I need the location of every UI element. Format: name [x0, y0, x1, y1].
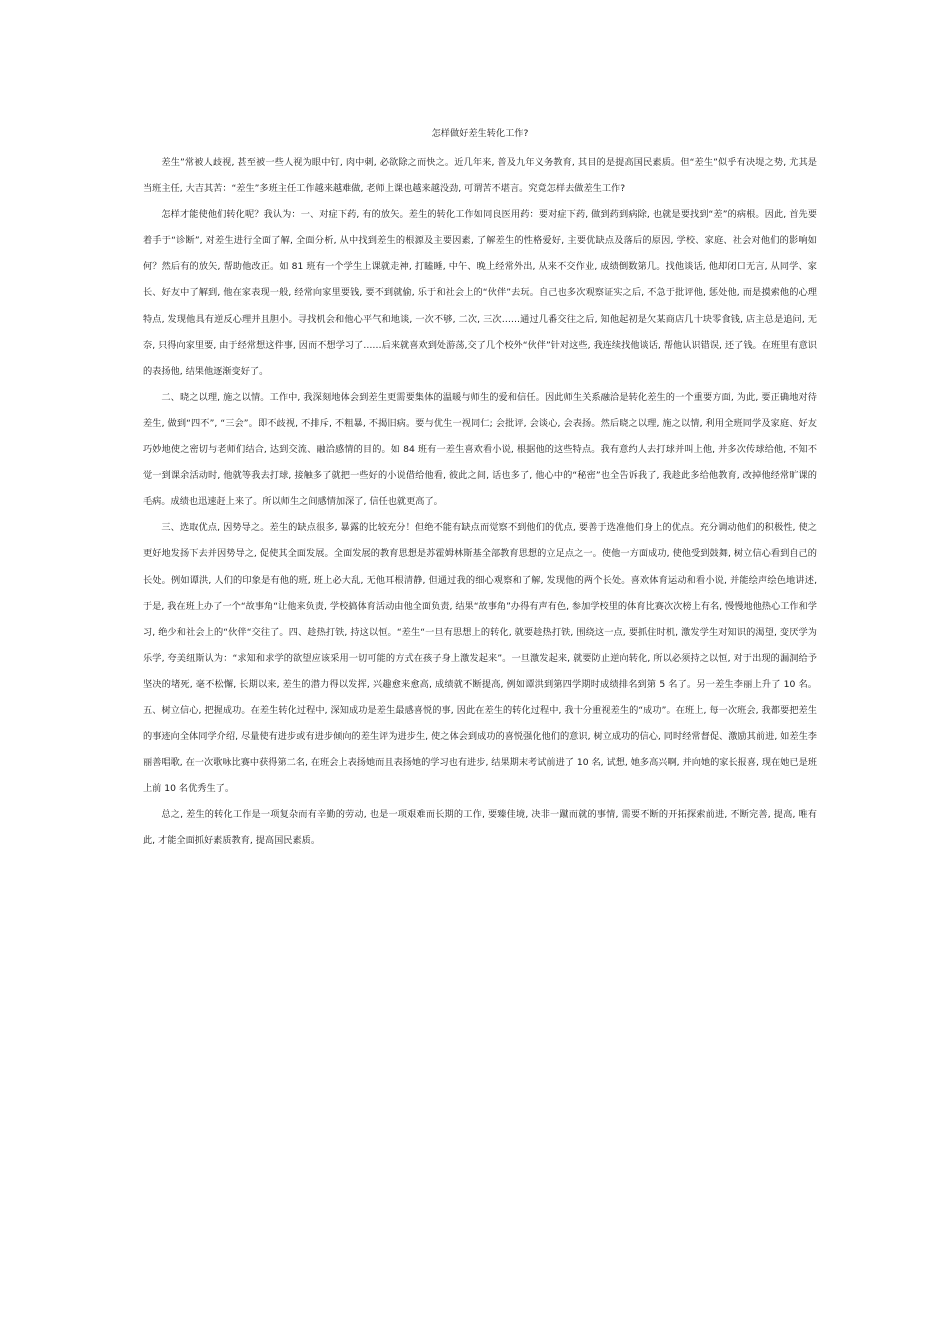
paragraph-method-two: 二、晓之以理, 施之以情。工作中, 我深刻地体会到差生更需要集体的温暖与师生的爱和信任。因此师生关系融洽是转化差生的一个重要方面, 为此, 要正确地对待差生, 做到“四不”, “三会”。即不歧视, 不排斥, 不粗暴, 不揭旧病。要与优生一视同仁; 会批评, 会谈心, 会表扬。然后晓之以理, 施之以情, 利用全班同学及家庭、好友巧妙地使之密切与老师们结合, 达到交流、融洽感情的目的。如 84 班有一差生喜欢看小说, 根据他的这些特点。我有意约人去打球并叫上他, 并多次传球给他, 不知不觉一到课余活动时, 他就等我去打球, 接触多了就把一些好的小说借给他看, 彼此之间, 话也多了, 他心中的“秘密”也全告诉我了, 我趁此多给他教育, 改掉他经常旷课的毛病。成绩也迅速赶上来了。所以师生之间感情加深了, 信任也就更高了。: [143, 391, 817, 508]
paragraph-method-one: 怎样才能使他们转化呢？我认为：一、对症下药, 有的放矢。差生的转化工作如同良医用药：要对症下药, 做到药到病除, 也就是要找到“差”的病根。因此, 首先要着手于“诊断”, 对差生进行全面了解, 全面分析, 从中找到差生的根源及主要因素, 了解差生的性格爱好, 主要优缺点及落后的原因, 学校、家庭、社会对他们的影响如何？然后有的放矢, 帮助他改正。如 81 班有一个学生上课就走神, 打瞌睡, 中午、晚上经常外出, 从来不交作业, 成绩倒数第几。找他谈话, 他却闭口无言, 从同学、家长、好友中了解到, 他在家表现一般, 经常向家里要钱, 要不到就偷, 乐于和社会上的“伙伴”去玩。自己也多次观察证实之后, 不急于批评他, 惩处他, 而是摸索他的心理特点, 发现他具有逆反心理并且胆小。寻找机会和他心平气和地谈, 一次不够, 二次, 三次……通过几番交往之后, 知他起初是欠某商店几十块零食钱, 店主总是追问, 无奈, 只得向家里要, 由于经常想这件事, 因而不想学习了……后来就喜欢到处游荡,交了几个校外“伙伴”针对这些, 我连续找他谈话, 帮他认识错误, 还了钱。在班里有意识的表扬他, 结果他逐渐变好了。: [143, 209, 817, 377]
paragraph-conclusion: 总之, 差生的转化工作是一项复杂而有辛勤的劳动, 也是一项艰难而长期的工作, 要臻佳境, 决非一蹴而就的事情, 需要不断的开拓探索前进, 不断完善, 提高, 唯有此, 才能全面抓好素质教育, 提高国民素质。: [143, 809, 817, 847]
paragraph-method-three: 三、选取优点, 因势导之。差生的缺点很多, 暴露的比较充分！但绝不能有缺点而觉察不到他们的优点, 要善于选准他们身上的优点。充分调动他们的积极性, 使之更好地发扬下去并因势导之, 促使其全面发展。全面发展的教育思想是苏霍姆林斯基全部教育思想的立足点之一。使他一方面成功, 使他受到鼓舞, 树立信心看到自己的长处。例如谭洪, 人们的印象是有他的班, 班上必大乱, 无他耳根清静, 但通过我的细心观察和了解, 发现他的两个长处。喜欢体育运动和看小说, 并能绘声绘色地讲述, 于是, 我在班上办了一个“故事角“让他来负责, 学校搞体育活动由他全面负责, 结果“故事角”办得有声有色, 参加学校里的体育比赛次次榜上有名, 慢慢地他热心工作和学习, 绝少和社会上的“伙伴“交往了。四、趁热打铁, 持这以恒。“差生“一旦有思想上的转化, 就要趁热打铁, 围绕这一点, 要抓住时机, 激发学生对知识的渴望, 变厌学为乐学, 夸美纽斯认为：“求知和求学的欲望应该采用一切可能的方式在孩子身上激发起来”。一旦激发起来, 就要防止逆向转化, 所以必须持之以恒, 对于出现的漏洞给予坚决的堵死, 毫不松懈, 长期以来, 差生的潜力得以发挥, 兴趣愈来愈高, 成绩就不断提高, 例如谭洪到第四学期时成绩排名到第 5 名了。另一差生李丽上升了 10 名。五、树立信心, 把握成功。在差生转化过程中, 深知成功是差生最感喜悦的事, 因此在差生的转化过程中, 我十分重视差生的“成功”。在班上, 每一次班会, 我都要把差生的事迹向全体同学介绍, 尽量使有进步或有进步倾向的差生评为进步生, 使之体会到成功的喜悦强化他们的意识, 树立成功的信心, 同时经常督促、激励其前进, 如差生李丽善唱歌, 在一次歌咏比赛中获得第二名, 在班会上表扬她而且表扬她的学习也有进步, 结果期末考试前进了 10 名, 试想, 她多高兴啊, 并向她的家长报喜, 现在她已是班上前 10 名优秀生了。: [143, 522, 817, 795]
paragraph-intro: 差生”常被人歧视, 甚至被一些人视为眼中钉, 肉中刺, 必欲除之而快之。近几年来, 普及九年义务教育, 其目的是提高国民素质。但“差生”似乎有决堤之势, 尤其是当班主任, 大吉其苦：“差生”多班主任工作越来越难做, 老师上课也越来越没劲, 可谓苦不堪言。究竟怎样去做差生工作?: [143, 157, 817, 195]
document-title: 怎样做好差生转化工作?: [431, 128, 529, 139]
document-page: [143, 124, 817, 855]
